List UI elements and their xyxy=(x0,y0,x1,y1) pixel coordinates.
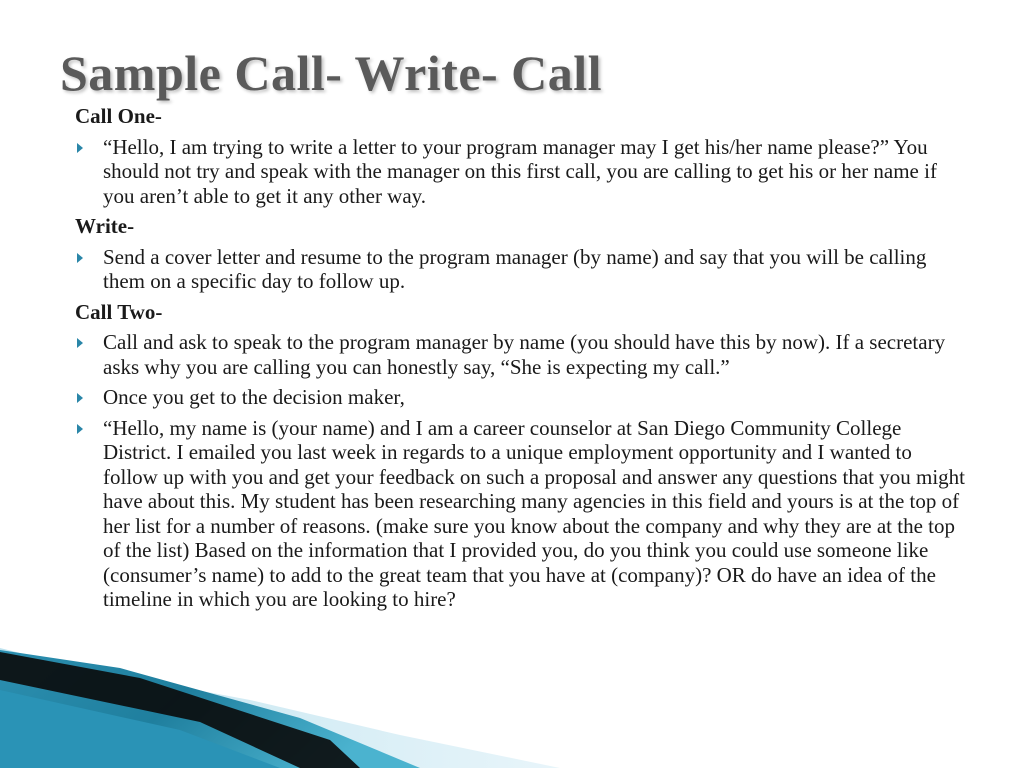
list-item xyxy=(75,416,965,612)
slide-body xyxy=(75,104,965,618)
bullet-text: “Hello, I am trying to write a letter to your program manager may I get his/her name please?” You should not try and speak with the manager on this first call, you are calling to get his or her name if you aren’t able to get it any other way. xyxy=(103,134,937,208)
bullet-text: Call and ask to speak to the program manager by name (you should have this by now). If a secretary asks why you are calling you can honestly say, “She is expecting my call.” xyxy=(103,330,946,379)
list-item xyxy=(75,135,965,209)
arrow-bullet-icon xyxy=(77,143,83,153)
bullet-text: Send a cover letter and resume to the program manager (by name) and say that you will be calling them on a specific day to follow up. xyxy=(103,244,927,293)
list-item xyxy=(75,245,965,294)
arrow-bullet-icon xyxy=(77,393,83,403)
section-heading-call-one: Call One- xyxy=(75,104,162,128)
arrow-bullet-icon xyxy=(77,424,83,434)
bullet-text: Once you get to the decision maker, xyxy=(103,385,405,409)
slide-title: Sample Call- Write- Call xyxy=(60,45,603,101)
arrow-bullet-icon xyxy=(77,253,83,263)
arrow-bullet-icon xyxy=(77,338,83,348)
list-item xyxy=(75,385,965,410)
list-item xyxy=(75,330,965,379)
section-heading-call-two: Call Two- xyxy=(75,299,163,324)
bullet-text: “Hello, my name is (your name) and I am a career counselor at San Diego Community College District. I emailed you last week in regards to a unique employment opportunity and I wanted to follow up with you and get your feedback on such a proposal and answer any questions that you might have about this. My student has been researching many agencies in this field and yours is at the top of her list for a number of reasons. (make sure you know about the company and why they are at the top of the list) Based on the information that I provided you, do you think you could use someone like (consumer’s name) to add to the great team that you have at (company)? OR do have an idea of the timeline in which you are looking to hire? xyxy=(103,415,965,611)
section-heading-write: Write- xyxy=(75,214,135,238)
